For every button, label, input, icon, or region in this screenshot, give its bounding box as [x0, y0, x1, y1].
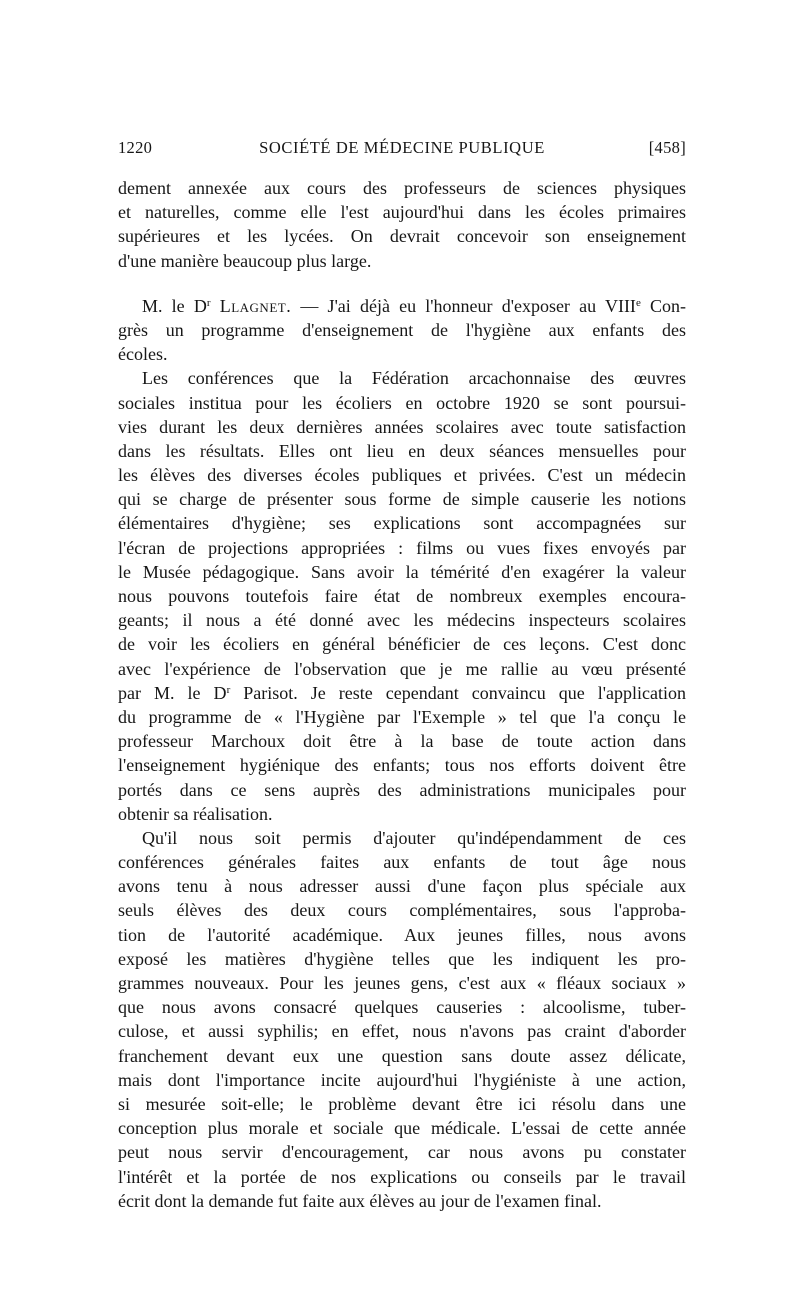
text-line: tion de l'autorité académique. Aux jeunes filles, nous avons [118, 924, 686, 945]
text-line: M. le $D^r$ Llagnet. — J'ai déjà eu l'honneur d'exposer au VIIIe Con- [142, 295, 687, 316]
running-title: SOCIÉTÉ DE MÉDECINE PUBLIQUE [259, 138, 545, 157]
text-line: Les conférences que la Fédération arcachonnaise des œuvres [142, 368, 686, 389]
text-line: de voir les écoliers en général bénéficier de ces leçons. C'est donc [118, 634, 686, 655]
page-header [118, 138, 686, 162]
text-line: grès un programme d'enseignement de l'hygiène aux enfants des [118, 319, 686, 340]
paragraph-complementary-courses [118, 826, 686, 1213]
paragraph-conferences [118, 366, 686, 826]
text-line: l'écran de projections appropriées : films ou vues fixes envoyés par [118, 537, 686, 558]
text-line: que nous avons consacré quelques causeries : alcoolisme, tuber- [118, 997, 686, 1018]
text-line: peut nous servir d'encouragement, car nous avons pu constater [118, 1142, 686, 1163]
text-line: l'enseignement hygiénique des enfants; tous nos efforts doivent être [118, 755, 686, 776]
text-line: élémentaires d'hygiène; ses explications sont accompagnées sur [118, 513, 686, 534]
paragraph-llagnet-intro [118, 294, 686, 367]
text-line: conférences générales faites aux enfants de tout âge nous [118, 852, 686, 873]
text-line: obtenir sa réalisation. [118, 803, 273, 824]
text-line: du programme de « l'Hygiène par l'Exemple » tel que l'a conçu le [118, 706, 686, 727]
speaker-name: Llagnet. [219, 295, 292, 316]
text-line: sociales institua pour les écoliers en octobre 1920 se sont poursui- [118, 392, 686, 413]
text-line: seuls élèves des deux cours complémentaires, sous l'approba- [118, 900, 686, 921]
paragraph-continuation [118, 176, 686, 273]
text-line: nous pouvons toutefois faire état de nombreux exemples encoura- [118, 586, 686, 606]
text-line: écoles. [118, 344, 168, 365]
text-line: geants; il nous a été donné avec les médecins inspecteurs scolaires [118, 610, 686, 631]
text-line: les élèves des diverses écoles publiques et privées. C'est un médecin [118, 465, 686, 486]
text-line: mais dont l'importance incite aujourd'hui l'hygiéniste à une action, [118, 1069, 686, 1090]
text-line: l'intérêt et la portée de nos explications ou conseils par le travail [118, 1166, 686, 1187]
page-number: 1220 [118, 138, 153, 157]
text-line: par M. le $D^r$ Parisot. Je reste cependant convaincu que l'application [118, 682, 687, 703]
text-line: franchement devant eux une question sans doute assez délicate, [118, 1045, 686, 1066]
text-line: supérieures et les lycées. On devrait concevoir son enseignement [118, 226, 686, 247]
text-line: portés dans ce sens auprès des administrations municipales pour [118, 779, 686, 800]
text-line: et naturelles, comme elle l'est aujourd'hui dans les écoles primaires [118, 202, 686, 223]
text-line: si mesurée soit-elle; le problème devant être ici résolu dans une [118, 1093, 686, 1114]
body-text [118, 176, 686, 1213]
text-line: Qu'il nous soit permis d'ajouter qu'indépendamment de ces [142, 827, 686, 848]
text-line: d'une manière beaucoup plus large. [118, 250, 372, 271]
text-line: dans les résultats. Elles ont lieu en deux séances mensuelles pour [118, 440, 686, 461]
text-line: vies durant les deux dernières années scolaires avec toute satisfaction [118, 416, 686, 437]
text-line: avons tenu à nous adresser aussi d'une façon plus spéciale aux [118, 876, 686, 897]
text-line: dement annexée aux cours des professeurs de sciences physiques [118, 178, 686, 198]
text-line: professeur Marchoux doit être à la base de toute action dans [118, 731, 686, 752]
text-line: avec l'expérience de l'observation que je me rallie au vœu présenté [118, 658, 686, 679]
text-line: grammes nouveaux. Pour les jeunes gens, c'est aux « fléaux sociaux » [118, 973, 686, 993]
text-line: le Musée pédagogique. Sans avoir la témérité d'en exagérer la valeur [118, 561, 686, 582]
speaker-prefix: M. le D [142, 295, 207, 316]
text-line: exposé les matières d'hygiène telles que les indiquent les pro- [118, 948, 686, 969]
page-reference: [458] [648, 138, 686, 157]
text-line: qui se charge de présenter sous forme de simple causerie les notions [118, 489, 686, 510]
text-line: écrit dont la demande fut faite aux élèves au jour de l'examen final. [118, 1190, 602, 1211]
text-line: culose, et aussi syphilis; en effet, nous n'avons pas craint d'aborder [118, 1021, 686, 1042]
text-line: conception plus morale et sociale que médicale. L'essai de cette année [118, 1118, 686, 1139]
